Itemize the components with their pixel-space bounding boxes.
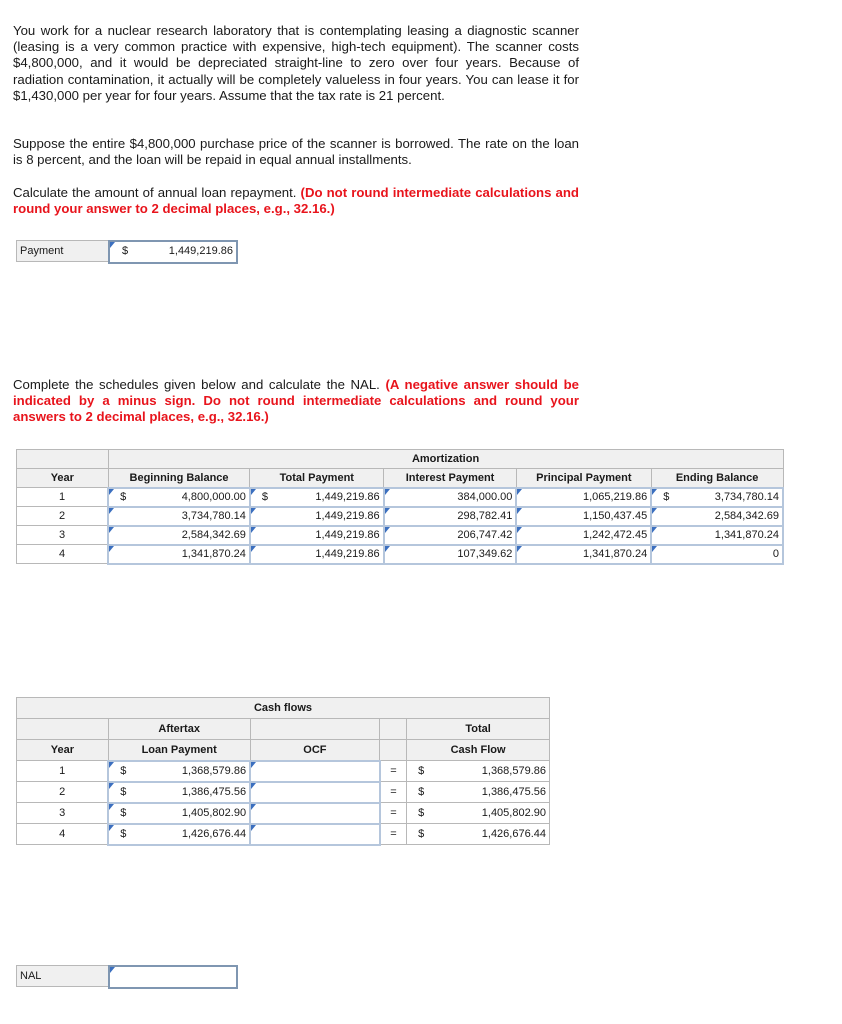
cf-header-aftertax: Aftertax xyxy=(108,719,250,740)
total-payment-input[interactable] xyxy=(250,545,384,564)
input-flag-icon xyxy=(251,508,256,514)
input-flag-icon xyxy=(110,967,115,973)
input-flag-icon xyxy=(251,825,256,831)
input-flag-icon xyxy=(385,489,390,495)
cell-value: 1,368,579.86 xyxy=(181,765,247,777)
col-header-ending-balance: Ending Balance xyxy=(651,469,783,488)
aftertax-loan-payment-input[interactable] xyxy=(108,803,250,824)
cell-value: 1,405,802.90 xyxy=(481,807,546,819)
payment-label: Payment xyxy=(16,240,113,262)
beginning-balance-input[interactable] xyxy=(108,526,250,545)
schedule-rounding-note: (A negative answer should be indicated by a minus sign. Do not round intermediate calculations and round your answers to 2 decimal places, e.g., 32.16.) xyxy=(13,377,579,425)
payment-value: 1,449,219.86 xyxy=(168,245,233,257)
cell-value: 1,341,870.24 xyxy=(181,548,246,560)
total-cash-flow-cell xyxy=(407,782,550,803)
input-flag-icon xyxy=(517,489,522,495)
input-flag-icon xyxy=(251,762,256,768)
interest-payment-input[interactable] xyxy=(384,526,517,545)
year-cell: 2 xyxy=(17,507,109,526)
currency-sign: $ xyxy=(261,491,269,503)
total-payment-input[interactable] xyxy=(250,526,384,545)
cf-header-spacer xyxy=(380,740,407,761)
cf-header-loan-payment: Loan Payment xyxy=(108,740,250,761)
input-flag-icon xyxy=(517,546,522,552)
cash-flows-title: Cash flows xyxy=(17,698,550,719)
amortization-row xyxy=(17,526,784,545)
total-payment-input[interactable] xyxy=(250,507,384,526)
cell-value: 1,449,219.86 xyxy=(315,510,380,522)
cell-value: 1,449,219.86 xyxy=(315,491,380,503)
cf-header-spacer xyxy=(17,719,109,740)
year-cell: 4 xyxy=(17,824,109,845)
input-flag-icon xyxy=(652,546,657,552)
input-flag-icon xyxy=(110,242,115,248)
input-flag-icon xyxy=(109,489,114,495)
currency-sign: $ xyxy=(120,807,127,819)
year-cell: 2 xyxy=(17,782,109,803)
year-cell: 3 xyxy=(17,526,109,545)
ending-balance-input[interactable] xyxy=(651,545,783,564)
input-flag-icon xyxy=(385,546,390,552)
principal-payment-input[interactable] xyxy=(516,545,651,564)
schedule-instructions xyxy=(13,377,579,426)
input-flag-icon xyxy=(652,489,657,495)
cf-header-year: Year xyxy=(17,740,109,761)
cf-header-total: Total xyxy=(407,719,550,740)
input-flag-icon xyxy=(652,527,657,533)
ocf-input[interactable] xyxy=(250,761,380,782)
cell-value: 206,747.42 xyxy=(457,529,513,541)
input-flag-icon xyxy=(109,825,114,831)
currency-sign: $ xyxy=(663,491,670,503)
cash-flows-table xyxy=(16,697,550,846)
ending-balance-input[interactable] xyxy=(651,526,783,545)
cell-value: 3,734,780.14 xyxy=(181,510,246,522)
currency-sign: $ xyxy=(418,828,425,840)
input-flag-icon xyxy=(517,508,522,514)
repayment-question xyxy=(13,185,579,217)
input-flag-icon xyxy=(251,546,256,552)
cell-value: 1,341,870.24 xyxy=(582,548,648,560)
cell-value: 1,386,475.56 xyxy=(481,786,546,798)
cash-flow-row xyxy=(17,782,550,803)
currency-sign: $ xyxy=(418,765,425,777)
input-flag-icon xyxy=(109,804,114,810)
input-flag-icon xyxy=(109,508,114,514)
beginning-balance-input[interactable] xyxy=(108,488,250,507)
cf-header-spacer xyxy=(380,719,407,740)
cell-value: 4,800,000.00 xyxy=(181,491,246,503)
currency-sign: $ xyxy=(120,828,127,840)
principal-payment-input[interactable] xyxy=(516,526,651,545)
amortization-header-spacer xyxy=(17,450,109,469)
input-flag-icon xyxy=(109,762,114,768)
total-cash-flow-cell xyxy=(407,803,550,824)
cash-flow-row xyxy=(17,824,550,845)
cell-value: 1,065,219.86 xyxy=(582,491,648,503)
cf-header-cash-flow: Cash Flow xyxy=(407,740,550,761)
input-flag-icon xyxy=(251,804,256,810)
repayment-rounding-note: (Do not round intermediate calculations and round your answer to 2 decimal places, e.g., 32.16.) xyxy=(13,185,579,217)
amortization-table xyxy=(16,449,784,565)
total-cash-flow-cell xyxy=(407,761,550,782)
col-header-beginning-balance: Beginning Balance xyxy=(108,469,250,488)
input-flag-icon xyxy=(385,508,390,514)
currency-sign: $ xyxy=(120,786,127,798)
input-flag-icon xyxy=(109,783,114,789)
input-flag-icon xyxy=(517,527,522,533)
interest-payment-input[interactable] xyxy=(384,507,517,526)
total-payment-input[interactable] xyxy=(250,488,384,507)
cell-value: 2,584,342.69 xyxy=(714,510,779,522)
cf-header-spacer xyxy=(250,719,380,740)
equals-sign: = xyxy=(380,782,407,803)
cell-value: 1,449,219.86 xyxy=(315,529,380,541)
currency-sign: $ xyxy=(418,807,425,819)
cell-value: 2,584,342.69 xyxy=(181,529,246,541)
repayment-question-text: Calculate the amount of annual loan repayment. xyxy=(13,185,301,200)
cash-flow-row xyxy=(17,761,550,782)
aftertax-loan-payment-input[interactable] xyxy=(108,761,250,782)
cash-flow-row xyxy=(17,803,550,824)
beginning-balance-input[interactable] xyxy=(108,507,250,526)
amortization-row xyxy=(17,507,784,526)
ocf-input[interactable] xyxy=(250,803,380,824)
beginning-balance-input[interactable] xyxy=(108,545,250,564)
cell-value: 1,341,870.24 xyxy=(714,529,779,541)
interest-payment-input[interactable] xyxy=(384,545,517,564)
currency-sign: $ xyxy=(418,786,425,798)
ending-balance-input[interactable] xyxy=(651,507,783,526)
year-cell: 1 xyxy=(17,488,109,507)
total-cash-flow-cell xyxy=(407,824,550,845)
principal-payment-input[interactable] xyxy=(516,488,651,507)
col-header-principal-payment: Principal Payment xyxy=(516,469,651,488)
input-flag-icon xyxy=(109,546,114,552)
cell-value: 107,349.62 xyxy=(457,548,513,560)
loan-description: Suppose the entire $4,800,000 purchase price of the scanner is borrowed. The rate on the loan is 8 percent, and the loan will be repaid in equal annual installments. xyxy=(13,136,579,168)
nal-input[interactable] xyxy=(108,965,238,989)
currency-sign: $ xyxy=(120,491,127,503)
amortization-row xyxy=(17,545,784,564)
ocf-input[interactable] xyxy=(250,782,380,803)
aftertax-loan-payment-input[interactable] xyxy=(108,782,250,803)
amortization-row xyxy=(17,488,784,507)
input-flag-icon xyxy=(251,489,256,495)
currency-sign: $ xyxy=(120,765,127,777)
aftertax-loan-payment-input[interactable] xyxy=(108,824,250,845)
year-cell: 4 xyxy=(17,545,109,564)
equals-sign: = xyxy=(380,761,407,782)
input-flag-icon xyxy=(652,508,657,514)
schedule-instructions-text: Complete the schedules given below and calculate the NAL. xyxy=(13,377,386,392)
problem-statement: You work for a nuclear research laboratory that is contemplating leasing a diagnostic scanner (leasing is a very common practice with expensive, high-tech equipment). The scanner costs $4,800,000, and it would be depreciated straight-line to zero over four years. Because of radiation contamination, it actually will be completely valueless in four years. You can lease it for $1,430,000 per year for four years. Assume that the tax rate is 21 percent. xyxy=(13,23,579,103)
principal-payment-input[interactable] xyxy=(516,507,651,526)
col-header-interest-payment: Interest Payment xyxy=(384,469,517,488)
year-cell: 3 xyxy=(17,803,109,824)
interest-payment-input[interactable] xyxy=(384,488,517,507)
cell-value: 298,782.41 xyxy=(457,510,513,522)
cell-value: 1,426,676.44 xyxy=(481,828,546,840)
cell-value: 1,386,475.56 xyxy=(181,786,247,798)
payment-currency: $ xyxy=(122,245,129,257)
cell-value: 1,426,676.44 xyxy=(181,828,247,840)
cell-value: 1,242,472.45 xyxy=(582,529,648,541)
cell-value: 3,734,780.14 xyxy=(714,491,779,503)
input-flag-icon xyxy=(385,527,390,533)
cell-value: 1,150,437.45 xyxy=(582,510,648,522)
input-flag-icon xyxy=(251,527,256,533)
nal-label: NAL xyxy=(16,965,113,987)
input-flag-icon xyxy=(251,783,256,789)
cf-header-ocf: OCF xyxy=(250,740,380,761)
ocf-input[interactable] xyxy=(250,824,380,845)
equals-sign: = xyxy=(380,803,407,824)
col-header-year: Year xyxy=(17,469,109,488)
cell-value: 1,405,802.90 xyxy=(181,807,247,819)
cell-value: 1,368,579.86 xyxy=(481,765,546,777)
year-cell: 1 xyxy=(17,761,109,782)
cell-value: 0 xyxy=(772,548,779,560)
amortization-title: Amortization xyxy=(108,450,783,469)
input-flag-icon xyxy=(109,527,114,533)
cell-value: 1,449,219.86 xyxy=(315,548,380,560)
ending-balance-input[interactable] xyxy=(651,488,783,507)
payment-input[interactable] xyxy=(108,240,238,264)
equals-sign: = xyxy=(380,824,407,845)
cell-value: 384,000.00 xyxy=(457,491,513,503)
col-header-total-payment: Total Payment xyxy=(250,469,384,488)
